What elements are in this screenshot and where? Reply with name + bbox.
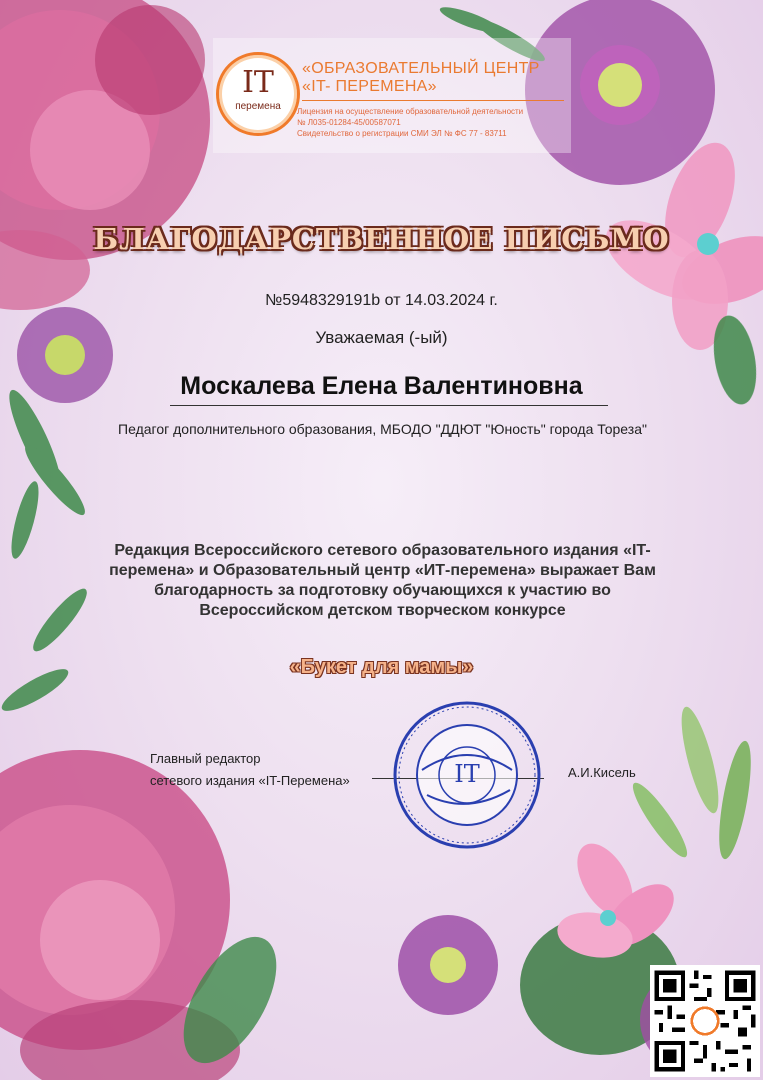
logo-text: IT [242,65,274,100]
org-divider [302,100,564,101]
org-name-line2: «IT- ПЕРЕМЕНА» [302,78,437,95]
stamp-logo-text: IT [454,760,480,788]
license-number: № Л035-01284-45/00587071 [297,118,401,127]
official-stamp [392,700,542,850]
editor-line1: Главный редактор [150,751,261,766]
media-certificate: Свидетельство о регистрации СМИ ЭЛ № ФС 77 - 83711 [297,129,507,138]
editor-title [150,748,350,792]
qr-code [650,965,760,1077]
org-logo [216,52,300,136]
gratitude-text: Редакция Всероссийского сетевого образовательного издания «IT-перемена» и Образовательный центр «ИТ-перемена» выражает Вам благодарность за подготовку обучающихся к участию во Всероссийском детском творческом конкурсе [109,542,656,619]
org-credentials [297,106,523,139]
signer-name: А.И.Кисель [568,765,636,780]
letter-number-date: №5948329191b от 14.03.2024 г. [265,292,498,309]
recipient-name: Москалева Елена Валентиновна [180,372,583,400]
logo-subtext: перемена [235,101,281,112]
recipient-position: Педагог дополнительного образования, МБОДО "ДДЮТ "Юность" города Тореза" [118,421,647,437]
org-name [302,60,540,96]
salutation: Уважаемая (-ый) [315,328,448,347]
name-underline [170,405,608,406]
peony-bottom-left [0,750,295,1080]
org-name-line1: «ОБРАЗОВАТЕЛЬНЫЙ ЦЕНТР [302,60,540,77]
letter-title: БЛАГОДАРСТВЕННОЕ ПИСЬМО [93,222,670,256]
peony-top-left [0,0,210,310]
editor-line2: сетевого издания «IT-Перемена» [150,773,350,788]
license-text: Лицензия на осуществление образовательной деятельности [297,107,524,116]
contest-name: «Букет для мамы» [289,656,474,678]
